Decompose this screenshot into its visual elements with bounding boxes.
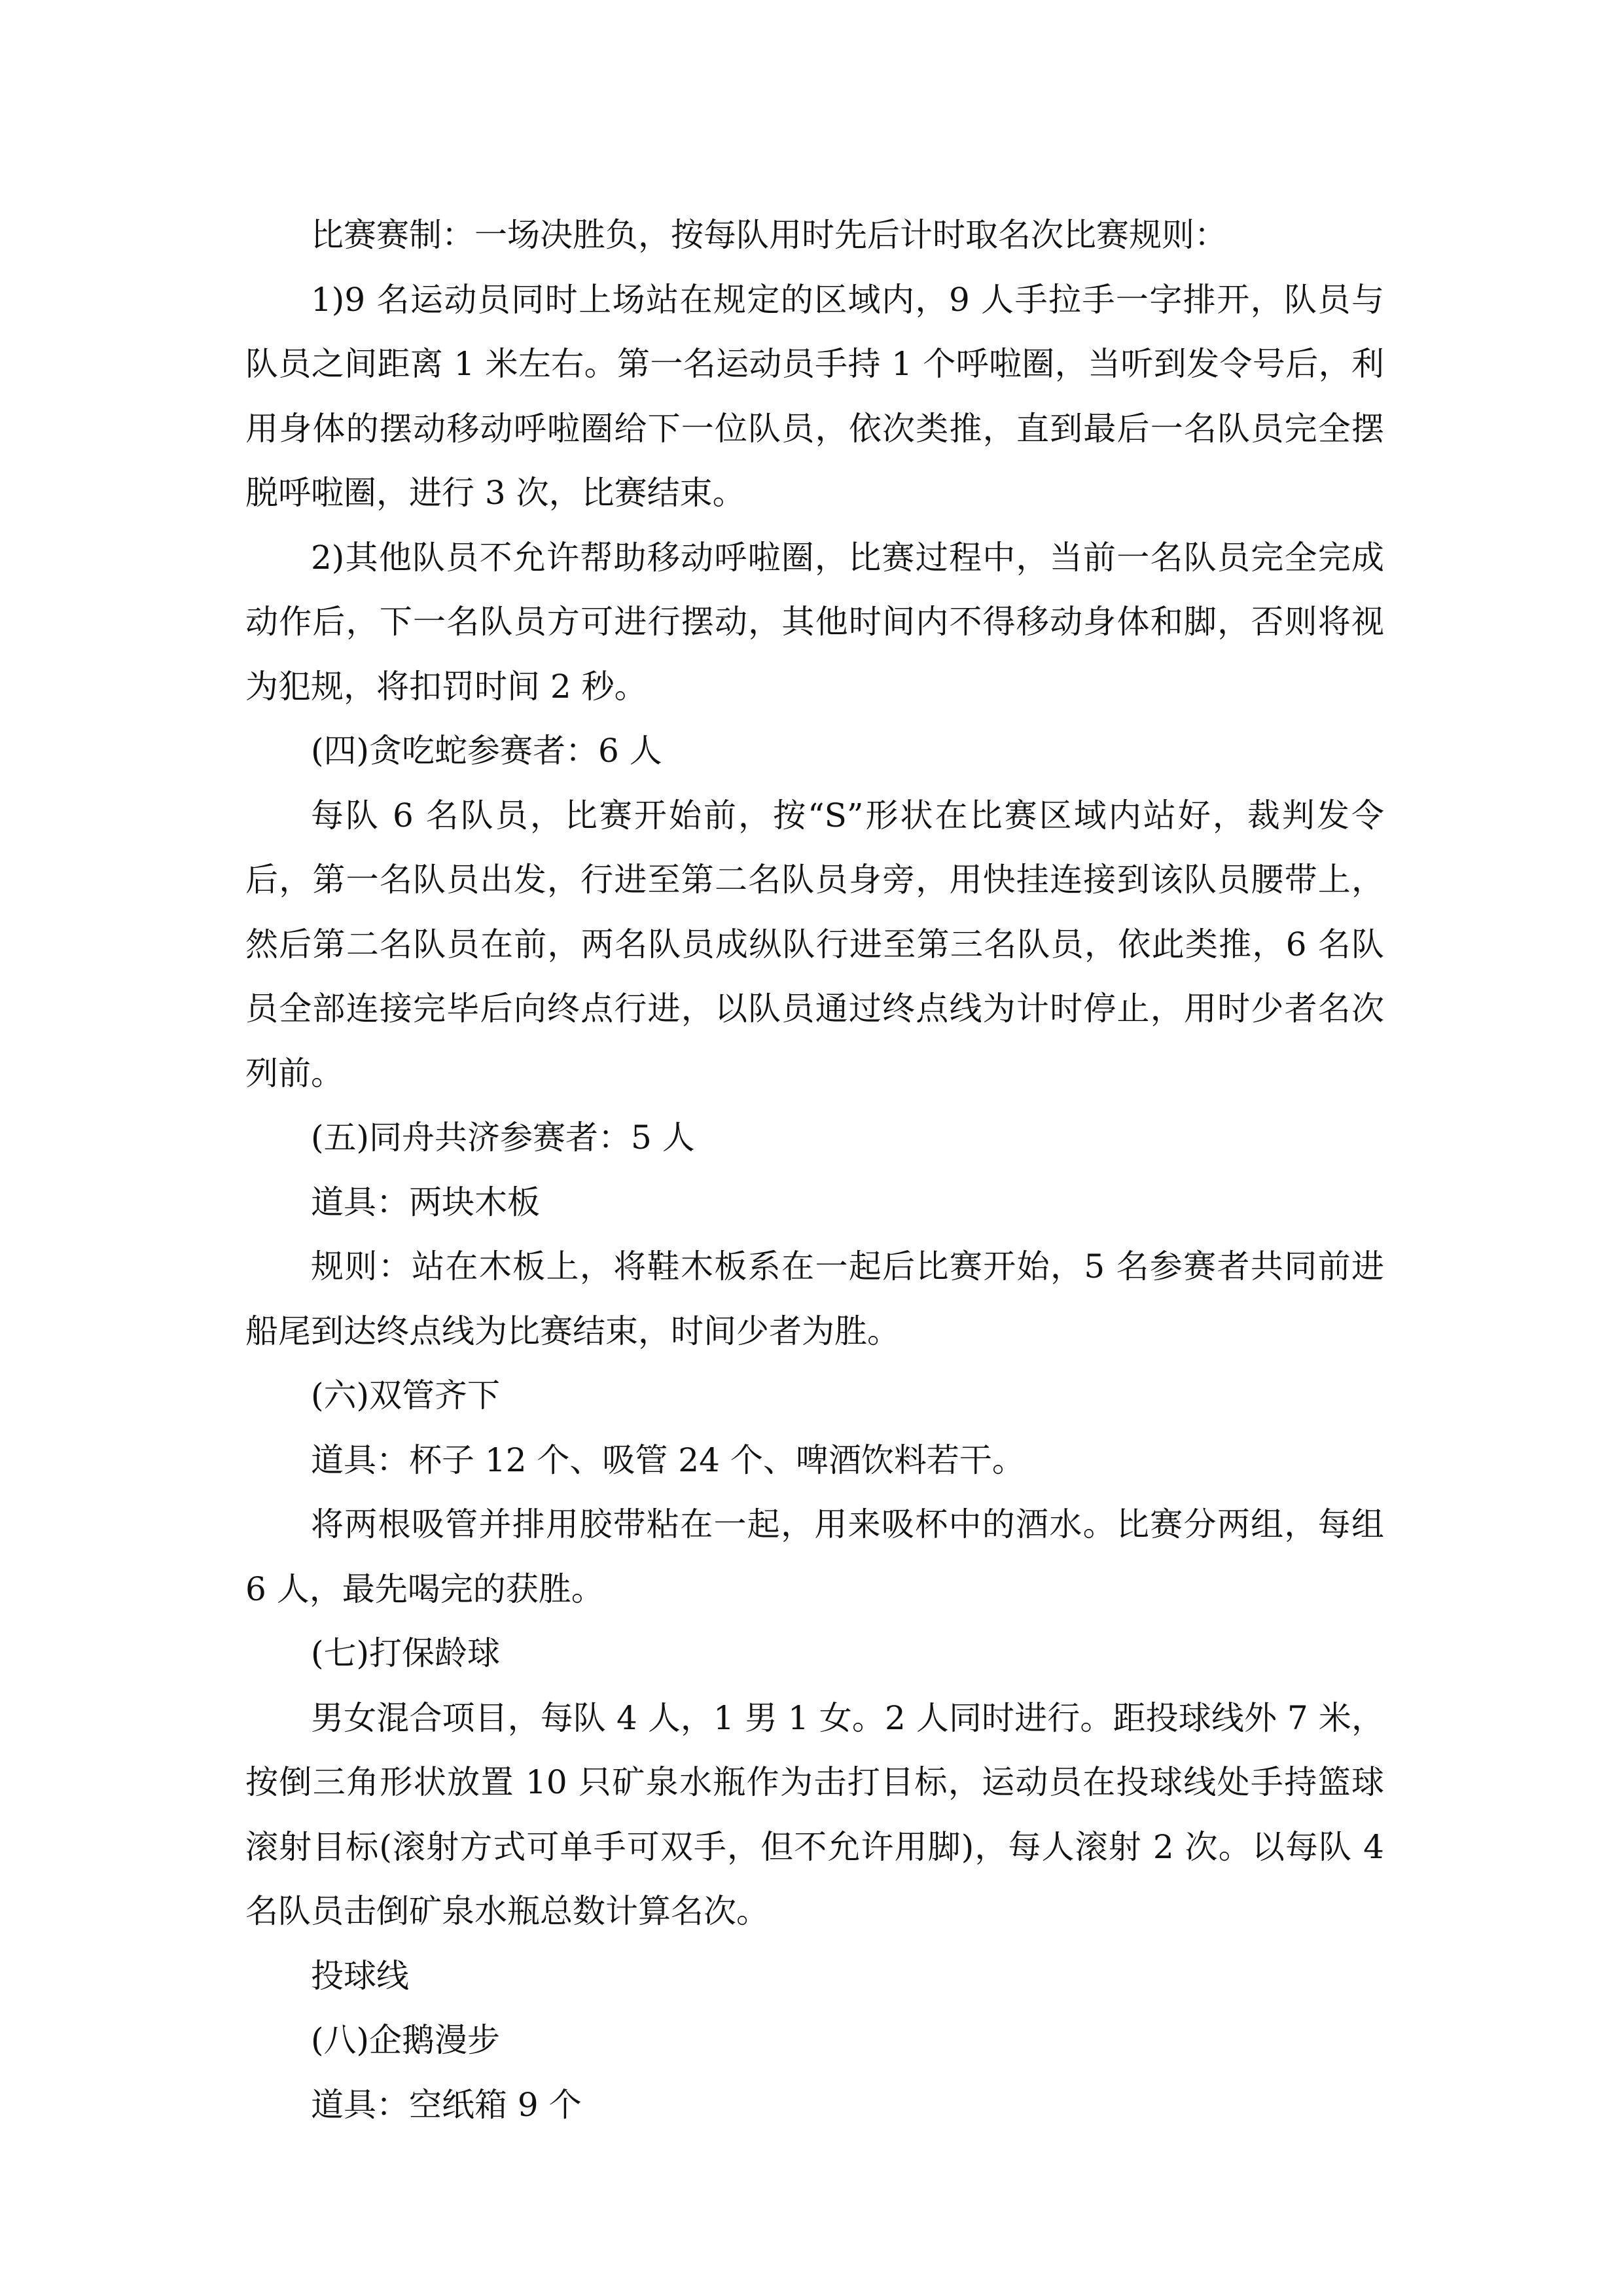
section-heading-double-straw: (六)双管齐下 [311, 1376, 501, 1414]
paragraph-double-straw-props: 道具：杯子 12 个、吸管 24 个、啤酒饮料若干。 [311, 1441, 1025, 1479]
paragraph-snake-rules: 每队 6 名队员，比赛开始前，按“S”形状在比赛区域内站好，裁判发令后，第一名队员出发，行进至第二名队员身旁，用快挂连接到该队员腰带上，然后第二名队员在前，两名队员成纵队行进至第三名队员，依此类推，6 名队员全部连接完毕后向终点行进，以队员通过终点线为计时停止，用时少者名次列前。 [245, 796, 1384, 1092]
paragraph-rule-1: 1)9 名运动员同时上场站在规定的区域内，9 人手拉手一字排开，队员与队员之间距离 1 米左右。第一名运动员手持 1 个呼啦圈，当听到发令号后，利用身体的摆动移动呼啦圈给下一位队员，依次类推，直到最后一名队员完全摆脱呼啦圈，进行 3 次，比赛结束。 [245, 280, 1384, 512]
paragraph-penguin-walk-props: 道具：空纸箱 9 个 [311, 2085, 582, 2124]
paragraph-competition-format: 比赛赛制：一场决胜负，按每队用时先后计时取名次比赛规则： [311, 216, 1227, 254]
paragraph-rule-2: 2)其他队员不允许帮助移动呼啦圈，比赛过程中，当前一名队员完全完成动作后，下一名队员方可进行摆动，其他时间内不得移动身体和脚，否则将视为犯规，将扣罚时间 2 秒。 [245, 538, 1384, 706]
paragraph-bowling-rules: 男女混合项目，每队 4 人，1 男 1 女。2 人同时进行。距投球线外 7 米，按倒三角形状放置 10 只矿泉水瓶作为击打目标，运动员在投球线处手持篮球滚射目标(滚射方式可单手可双手，但不允许用脚)，每人滚射 2 次。以每队 4 名队员击倒矿泉水瓶总数计算名次。 [245, 1698, 1384, 1930]
document-body [245, 203, 1384, 2137]
paragraph-same-boat-props: 道具：两块木板 [311, 1183, 540, 1221]
paragraph-same-boat-rules: 规则：站在木板上，将鞋木板系在一起后比赛开始，5 名参赛者共同前进船尾到达终点线为比赛结束，时间少者为胜。 [245, 1247, 1384, 1350]
section-heading-snake: (四)贪吃蛇参赛者：6 人 [311, 732, 662, 770]
section-heading-same-boat: (五)同舟共济参赛者：5 人 [311, 1119, 695, 1157]
paragraph-double-straw-rules: 将两根吸管并排用胶带粘在一起，用来吸杯中的酒水。比赛分两组，每组 6 人，最先喝完的获胜。 [245, 1505, 1384, 1608]
section-heading-bowling: (七)打保龄球 [311, 1634, 501, 1672]
section-heading-penguin-walk: (八)企鹅漫步 [311, 2021, 501, 2059]
paragraph-throw-line: 投球线 [311, 1956, 409, 1995]
